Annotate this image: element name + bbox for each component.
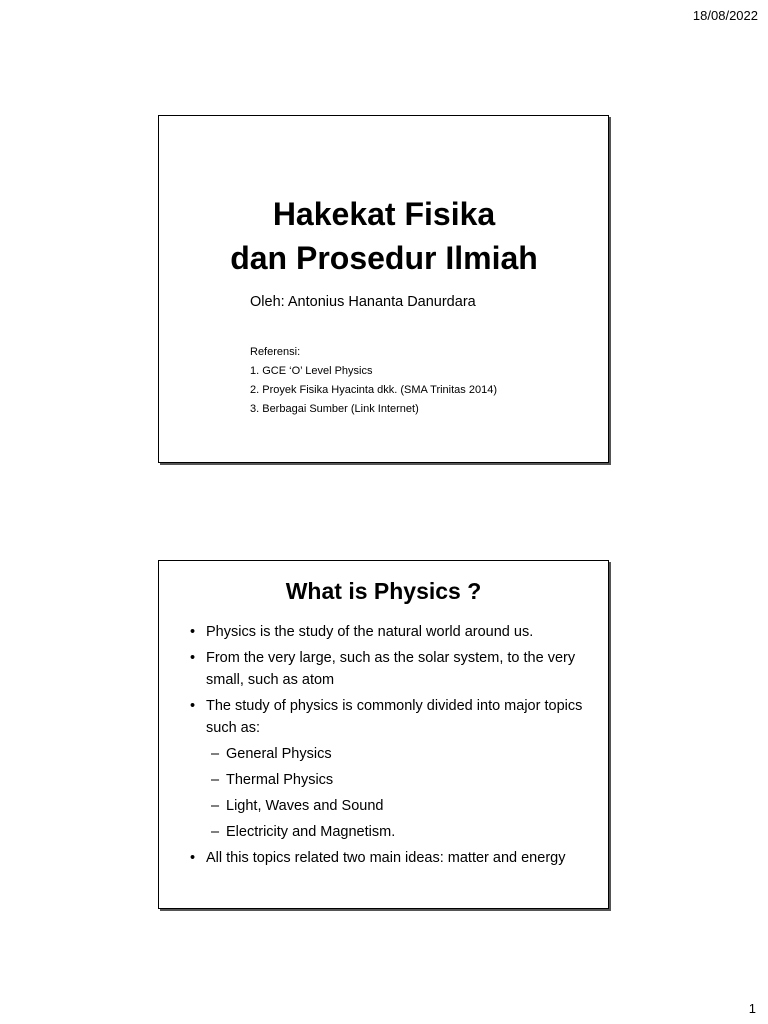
slide-title-line-2: dan Prosedur Ilmiah [230,240,538,276]
page-date: 18/08/2022 [692,8,758,23]
bullet-item [190,621,595,643]
sub-bullet-text: General Physics [226,746,332,762]
sub-bullet-text: Thermal Physics [226,772,334,788]
page-number: 1 [748,1001,756,1016]
sub-bullet-item [190,821,595,843]
slide-physics-title: What is Physics ? [285,578,482,604]
reference-item: 1. GCE ‘O’ Level Physics [250,365,373,377]
bullet-dot: • [190,698,196,714]
slide-title [0,192,768,280]
sub-bullet-dash: – [211,798,220,814]
bullet-dot: • [190,624,196,640]
reference-item: 2. Proyek Fisika Hyacinta dkk. (SMA Trinitas 2014) [250,384,497,396]
sub-bullet-item [190,743,595,765]
bullet-dot: • [190,650,196,666]
bullet-text: The study of physics is commonly divided into major topics such as: [206,698,583,736]
sub-bullet-text: Light, Waves and Sound [226,798,384,814]
references-block [250,343,497,419]
bullet-text: Physics is the study of the natural world around us. [206,624,534,640]
sub-bullet-dash: – [211,772,220,788]
bullet-item [190,647,595,691]
sub-bullet-dash: – [211,824,220,840]
sub-bullet-item [190,795,595,817]
bullet-item [190,847,595,869]
bullet-text: All this topics related two main ideas: matter and energy [206,850,566,866]
reference-item: 3. Berbagai Sumber (Link Internet) [250,403,419,415]
sub-bullet-dash: – [211,746,220,762]
sub-bullet-text: Electricity and Magnetism. [226,824,396,840]
slide-physics-body [190,621,595,873]
slide-title-line-1: Hakekat Fisika [272,196,496,232]
bullet-dot: • [190,850,196,866]
author-line: Oleh: Antonius Hananta Danurdara [250,294,476,310]
references-list [250,362,497,419]
bullet-text: From the very large, such as the solar system, to the very small, such as atom [206,650,576,688]
sub-bullet-item [190,769,595,791]
references-heading: Referensi: [250,346,301,358]
bullet-item [190,695,595,739]
